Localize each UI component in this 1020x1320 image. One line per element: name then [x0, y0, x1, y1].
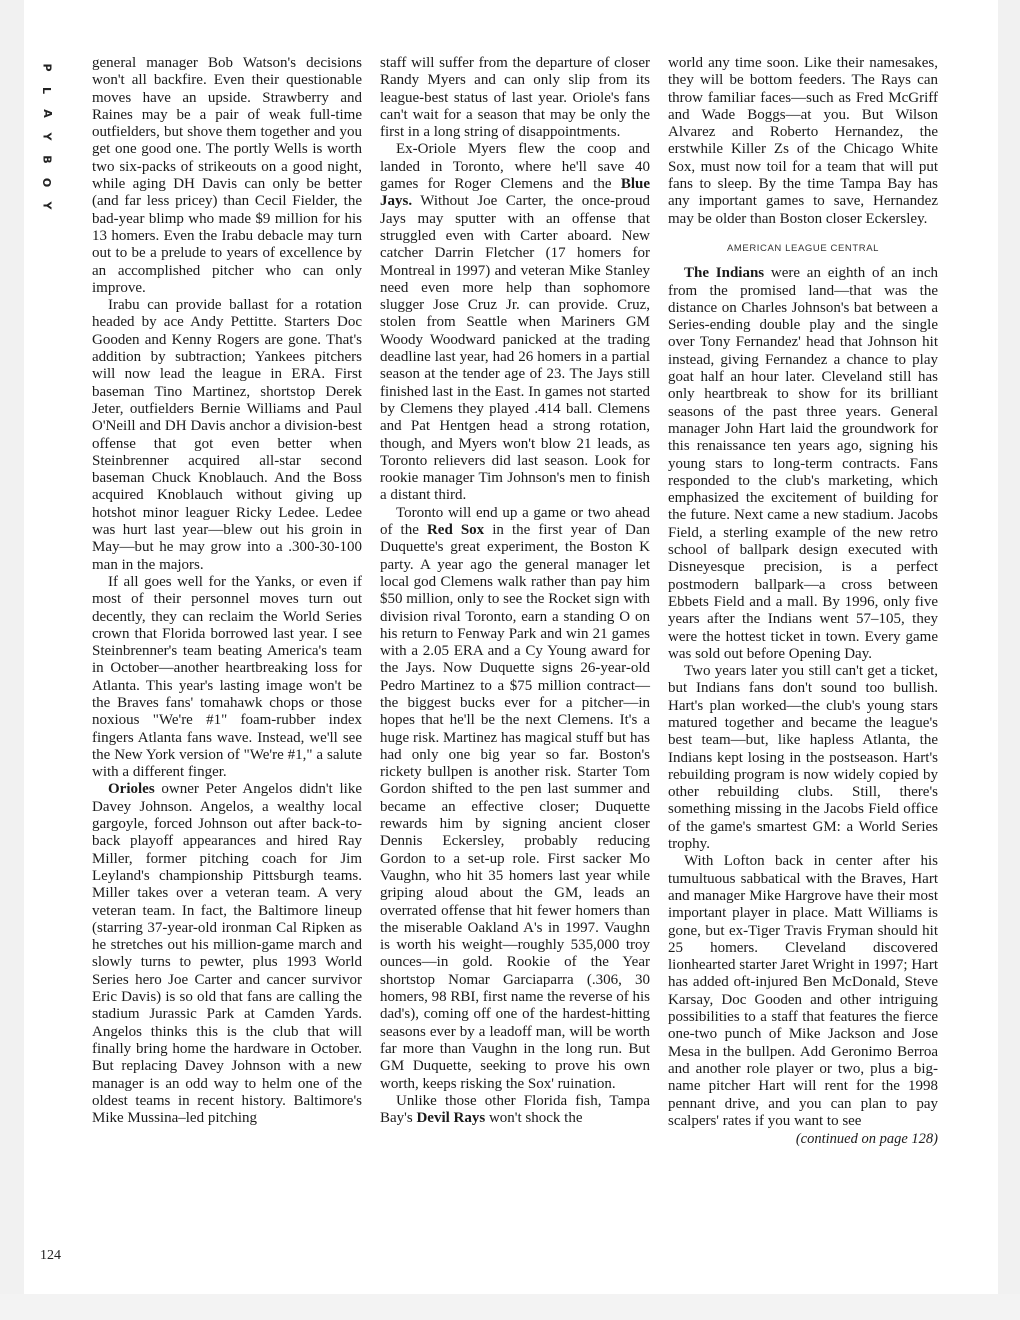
paragraph-text: won't shock the [485, 1110, 583, 1127]
paragraph [380, 505, 650, 1093]
scan-margin-right [998, 0, 1020, 1320]
paragraph [668, 265, 938, 663]
text-column-1 [92, 55, 362, 1127]
scan-margin-bottom [0, 1294, 1020, 1320]
text-column-2 [380, 55, 650, 1127]
team-name-indians: The Indians [684, 265, 765, 282]
paragraph [92, 781, 362, 1127]
masthead-letter: Y [40, 201, 54, 210]
masthead-letter: B [40, 155, 54, 164]
paragraph-text: in the first year of Dan Duquette's great experiment, the Boston K party. A year ago the general manager let local god Clemens walk rather than pay him $50 million, only to see the Rocket sign with division rival Toronto, earn a standing O on his return to Fenway Park and win 21 games with a 2.05 ERA and a Cy Young award for the Jays. Now Duquette signs 26-year-old Pedro Martinez to a $75 million contract—the biggest bucks ever for a pitcher—in hopes that he'll be the next Clemens. It's a huge risk. Martinez has magical stuff but has had only one big year so far. Boston's rickety bullpen is another risk. Starter Tom Gordon shifted to the pen last summer and became an effective closer; Duquette rewards him by signing ancient closer Dennis Eckersley, probably reducing Gordon to a set-up role. First sacker Mo Vaughn, who hit 35 homers last year while griping aloud about the GM, leads an overrated offense that hit fewer homers than the miserable Oakland A's in 1997. Vaughn is worth his weight—roughly 535,000 troy ounces—in gold. Rookie of the Year shortstop Nomar Garciaparra (.306, 30 homers, 98 RBI, first name the reverse of his dad's), coming off one of the hardest-hitting seasons ever by a leadoff man, will be worth far more than Vaughn in the long run. But GM Duquette, seeking to prove his own worth, keeps risking the Sox' ruination. [380, 522, 650, 1092]
paragraph: If all goes well for the Yanks, or even if most of their personnel moves turn out decently, they can reclaim the World Series crown that Florida borrowed last year. I see Steinbrenner's team beating America's team in October—another heartbreaking loss for Atlanta. This year's lasting image won't be the Braves fans' tomahawk chops or those noxious "We're #1" foam-rubber index fingers Atlanta fans wave. Instead, we'll see the New York version of "We're #1," a salute with a different finger. [92, 573, 362, 781]
page-number: 124 [40, 1248, 61, 1263]
masthead-vertical [36, 56, 58, 217]
paragraph-text: owner Peter Angelos didn't like Davey Johnson. Angelos, a wealthy local gargoyle, forced Johnson out after back-to-back playoff appearances and hired Ray Miller, former pitching coach for Jim Leyland's championship Pittsburgh teams. Miller takes over a veteran team. A very veteran team. In fact, the Baltimore lineup (starring 37-year-old ironman Cal Ripken as he stretches out his million-game march and slowly turns to pewter, plus 1993 World Series hero Joe Carter and cancer survivor Eric Davis) is so old that fans are calling the stadium Jurassic Park at Camden Yards. Angelos thinks this is the club that will finally bring home the hardware in October. But replacing Davey Johnson with a new manager is an odd way to helm one of the oldest teams in recent history. Baltimore's Mike Mussina–led pitching [92, 781, 362, 1127]
paragraph-text: Toronto will end up a game or two ahead of the [380, 504, 650, 539]
masthead-letter: P [40, 63, 54, 72]
team-name-red-sox: Red Sox [426, 522, 485, 539]
section-heading: AMERICAN LEAGUE CENTRAL [726, 242, 880, 254]
paragraph: world any time soon. Like their namesakes, they will be bottom feeders. The Rays can throw familiar faces—such as Fred McGriff and Wade Boggs—at you. But Wilson Alvarez and Roberto Hernandez, the erstwhile Killer Zs of the Chicago White Sox, must now toil for a team that will put fans to sleep. By the time Tampa Bay has any important games to save, Hernandez may be older than Boston closer Eckersley. [668, 55, 938, 227]
team-name-devil-rays: Devil Rays [416, 1110, 486, 1127]
continued-on-page-note: (continued on page 128) [795, 1131, 938, 1148]
paragraph: With Lofton back in center after his tumultuous sabbatical with the Braves, Hart and manager Mike Hargrove have their most important player in place. Matt Williams is gone, but ex-Tiger Travis Fryman should hit 25 homers. Cleveland discovered lionhearted starter Jaret Wright in 1997; Hart has added oft-injured Ben McDonald, Steve Karsay, Doc Gooden and other intriguing possibilities to a staff that features the fierce one-two punch of Mike Jackson and Jose Mesa in the bullpen. Add Geronimo Berroa and another role player or two, plus a big-name pitcher Hart will rent for the 1998 pennant drive, and you can plan to pay scalpers' rates if you want to see [668, 853, 938, 1129]
paragraph [380, 1093, 650, 1128]
paragraph-text: Ex-Oriole Myers flew the coop and landed in Toronto, where he'll save 40 games for Roger Clemens and the [380, 141, 650, 193]
masthead-letter: O [40, 177, 54, 188]
paragraph: staff will suffer from the departure of closer Randy Myers and can only slip from its league-best status of last year. Oriole's fans can't wait for a season that may be only the first in a long string of disappointments. [380, 55, 650, 141]
paragraph: general manager Bob Watson's decisions won't all backfire. Even their questionable moves have an upside. Strawberry and Raines may be a pair of weak full-time outfielders, but shove them together and you get one good one. The portly Wells is worth two six-packs of strikeouts on a good night, while aging DH Davis can only be better (and far less pricey) than Cecil Fielder, the bad-year blimp who made $9 million for his 13 homers. Even the Irabu debacle may turn out to be a prelude to years of excellence by an accomplished pitcher who can only improve. [92, 55, 362, 296]
masthead-letter: L [40, 86, 54, 95]
paragraph-text: were an eighth of an inch from the promised land—that was the distance on Charles Johnson's bat between a Series-ending double play and the single over Tony Fernandez' head that Johnson hit instead, giving Fernandez a chance to play goat half an hour later. Cleveland still has only heartbreak to show for its brilliant seasons of the past three years. General manager John Hart laid the groundwork for this renaissance ten years ago, signing his young stars to long-term contracts. Fans responded to the club's marketing, which emphasized the excitement of building for the future. Next came a new stadium. Jacobs Field, a sterling example of the new retro school of ballpark design executed with Disneyesque precision, is a perfect postmodern ballpark—a cross between Ebbets Field and a mall. By 1996, only five years after the Indians went 57–105, they were the hottest ticket in town. Every game was sold out before Opening Day. [668, 265, 938, 662]
masthead-letter: A [40, 109, 54, 118]
team-name-orioles: Orioles [108, 781, 155, 798]
paragraph [380, 141, 650, 504]
paragraph-text: Unlike those other Florida fish, Tampa Bay's [380, 1092, 650, 1127]
paragraph: Two years later you still can't get a ticket, but Indians fans don't sound too bullish. Hart's plan worked—the club's young stars matured together and became the league's best team—but, like hapless Atlanta, the Indians kept losing in the postseason. Hart's rebuilding program is now widely copied by other rebuilding clubs. Still, there's something missing in the Jacobs Field office of the game's smartest GM: a World Series trophy. [668, 663, 938, 853]
scan-margin-left [0, 0, 24, 1320]
paragraph-text: Without Joe Carter, the once-proud Jays may sputter with an offense that struggled even with Carter aboard. New catcher Darrin Fletcher (17 homers for Montreal in 1997) and veteran Mike Stanley need even more help than sophomore slugger Jose Cruz Jr. can provide. Cruz, stolen from Seattle when Mariners GM Woody Woodward panicked at the trading deadline last year, had 26 homers in a partial season at the tender age of 23. The Jays still finished last in the East. In games not started by Clemens they played .414 ball. Clemens and Pat Hentgen head a strong rotation, though, and Myers won't blow 21 leads, as Toronto relievers did last season. Look for rookie manager Tim Johnson's men to finish a distant third. [380, 193, 650, 504]
paragraph: Irabu can provide ballast for a rotation headed by ace Andy Pettitte. Starters Doc Gooden and Kenny Rogers are gone. That's addition by subtraction; Yankees pitchers will now lead the league in ERA. First baseman Tino Martinez, shortstop Derek Jeter, outfielders Bernie Williams and Paul O'Neill and DH Davis anchor a division-best offense that got even better when Steinbrenner acquired all-star second baseman Chuck Knoblauch. And the Boss acquired Knoblauch without giving up hotshot minor leaguer Ricky Ledee. Ledee was hurt last year—blew out his groin in May—but he may grow into a .300-30-100 man in the majors. [92, 297, 362, 573]
team-name-blue-jays: Blue Jays. [380, 176, 650, 210]
masthead-letter: Y [40, 132, 54, 141]
text-column-3 [668, 55, 938, 1148]
